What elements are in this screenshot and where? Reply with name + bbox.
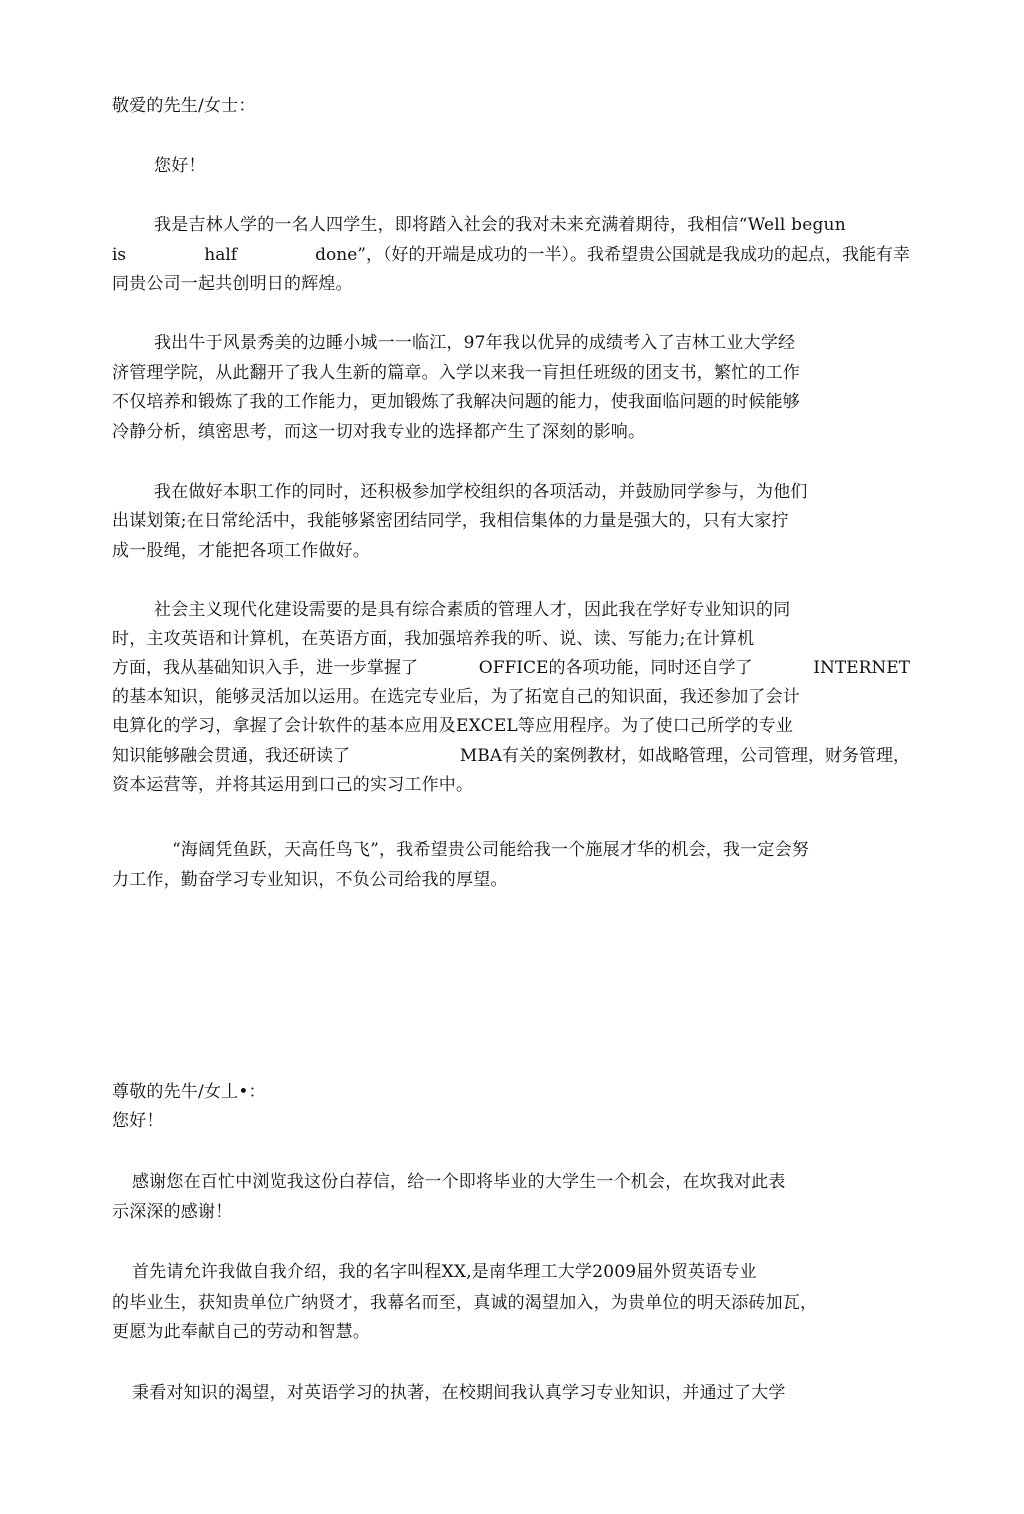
letter1-p4-line6-seg1: 知识能够融会贯通，我还研读了 bbox=[112, 746, 350, 766]
letter2-greeting: 您好！ bbox=[112, 1111, 164, 1131]
letter1-p3-line3: 成一股绳，才能把各项工作做好。 bbox=[112, 541, 370, 561]
letter1-p4-line3 bbox=[112, 656, 910, 680]
letter1-p1-line2 bbox=[112, 243, 910, 267]
letter1-p5-line1: “海阔凭鱼跃，天高任鸟飞”，我希望贵公司能给我一个施展才华的机会，我一定会努 bbox=[172, 840, 809, 860]
letter1-p4-line3-seg3: INTERNET bbox=[813, 658, 910, 678]
letter2-p2-line1: 首先请允许我做自我介绍，我的名字叫程XX,是南华理工大学2009届外贸英语专业 bbox=[132, 1262, 757, 1282]
letter1-p2-line2: 济管理学院，从此翻开了我人生新的篇章。入学以来我一肓担任班级的团支书，繁忙的工作 bbox=[112, 363, 800, 383]
letter1-salutation: 敬爱的先生/女士： bbox=[112, 96, 256, 116]
letter1-p1-line2-word1: is bbox=[112, 245, 127, 265]
letter1-p4-line3-seg1: 方面，我从基础知识入手，进一步掌握了 bbox=[112, 658, 418, 678]
letter1-p4-line1: 社会主义现代化建设需要的是具有综合素质的管理人才，因此我在学好专业知识的同 bbox=[154, 600, 791, 620]
letter1-p4-line5: 电算化的学习，拿握了会计软件的基本应用及EXCEL等应用程序。为了使口己所学的专业 bbox=[112, 716, 794, 736]
letter2-p2-line3: 更愿为此奉献自己的劳动和智慧。 bbox=[112, 1322, 370, 1342]
letter1-p1-line2-word3: done”，（好的开端是成功的一半）。我希望贵公国就是我成功的起点，我能有幸 bbox=[315, 245, 910, 265]
letter2-p3-line1: 秉看对知识的渴望，对英语学习的执著，在校期间我认真学习专业知识，并通过了大学 bbox=[132, 1383, 786, 1403]
letter2-p1-line1: 感谢您在百忙中浏览我这份白荐信，给一个即将毕业的大学生一个机会，在坎我对此表 bbox=[132, 1172, 786, 1192]
letter2-salutation: 尊敬的先牛/女丄•： bbox=[112, 1082, 266, 1102]
letter1-p4-line3-seg2: OFFICE的各项功能，同时还自学了 bbox=[478, 658, 753, 678]
letter1-p4-line2: 时，主攻英语和计算机，在英语方面，我加强培养我的听、说、读、写能力;在计算机 bbox=[112, 629, 755, 649]
letter2-p2-line2: 的毕业生，获知贵单位广纳贤才，我幕名而至，真诚的渴望加入，为贵单位的明天添砖加瓦， bbox=[112, 1293, 818, 1313]
letter1-p4-line7: 资本运营等，并将其运用到口己的实习工作中。 bbox=[112, 775, 474, 795]
letter1-p4-line6 bbox=[112, 744, 910, 768]
letter1-p2-line3: 不仅培养和锻炼了我的工作能力，更加锻炼了我解决问题的能力，使我面临问题的时候能够 bbox=[112, 392, 800, 412]
letter1-p4-line6-seg2: MBA有关的案例教材，如战略管理，公司管理，财务管理， bbox=[459, 746, 910, 766]
letter1-p3-line1: 我在做好本职工作的同时，还积极参加学校组织的各项活动，并鼓励同学参与，为他们 bbox=[154, 482, 808, 502]
letter1-p1-line1: 我是吉林人学的一名人四学生，即将踏入社会的我对未来充满着期待，我相信“Well begun bbox=[154, 215, 846, 235]
letter1-p2-line4: 冷静分析，缜密思考，而这一切对我专业的选择都产生了深刻的影响。 bbox=[112, 422, 646, 442]
letter1-p2-line1: 我出牛于风景秀美的边睡小城一一临江，97年我以优异的成绩考入了吉林工业大学经 bbox=[154, 333, 796, 353]
letter1-p3-line2: 出谋划策;在日常纶活中，我能够紧密团结同学，我相信集体的力量是强大的，只有大家拧 bbox=[112, 511, 789, 531]
letter1-p1-line3: 同贵公司一起共创明日的辉煌。 bbox=[112, 274, 353, 294]
letter1-p4-line4: 的基本知识，能够灵活加以运用。在选完专业后，为了拓宽自己的知识面，我还参加了会计 bbox=[112, 687, 800, 707]
letter1-p5-line2: 力工作，勤奋学习专业知识，不负公司给我的厚望。 bbox=[112, 870, 508, 890]
letter1-p1-line2-word2: half bbox=[204, 245, 238, 265]
letter1-greeting: 您好！ bbox=[154, 156, 206, 176]
letter2-p1-line2: 示深深的感谢！ bbox=[112, 1202, 233, 1222]
